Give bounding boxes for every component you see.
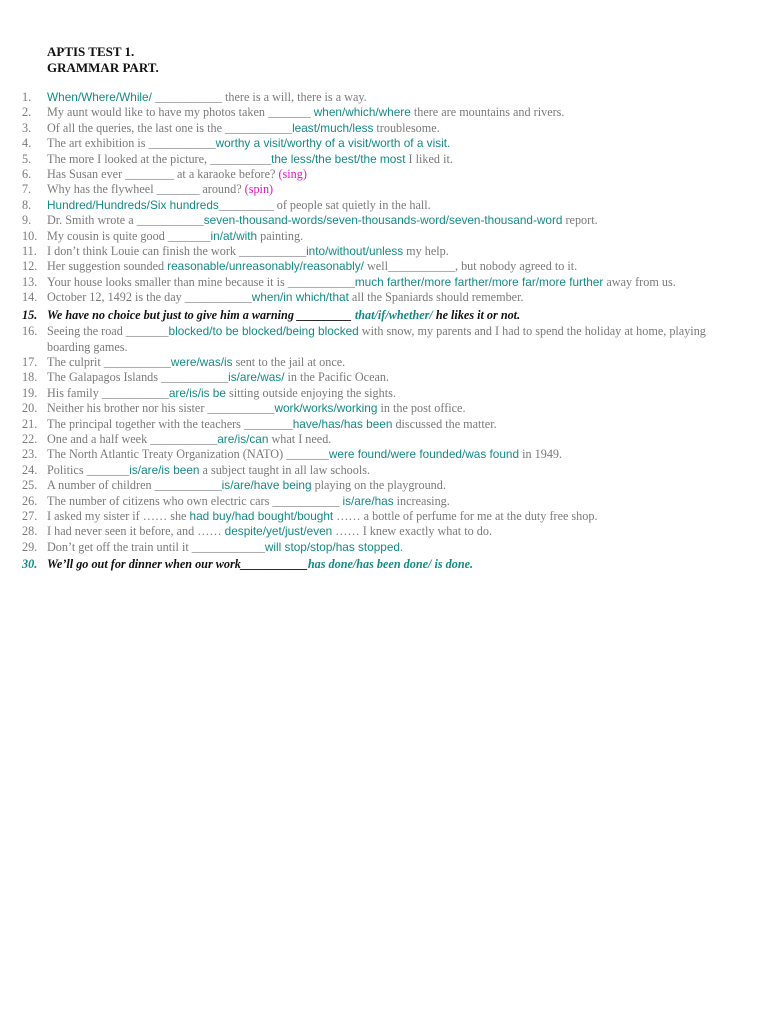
answer-options: is/are/was/ (228, 370, 285, 385)
question-text (47, 308, 722, 323)
question-item (22, 105, 722, 120)
question-fragment: The North Atlantic Treaty Organization (NATO) _______ (47, 447, 329, 462)
question-item (22, 324, 722, 355)
question-fragment: The principal together with the teachers ________ (47, 416, 293, 431)
question-fragment: troublesome. (373, 120, 440, 135)
answer-options: were found/were founded/was found (328, 447, 520, 462)
question-text (47, 540, 722, 555)
question-number: 20. (22, 401, 38, 416)
answer-options: have/has/has been (292, 416, 393, 431)
question-number: 23. (22, 447, 38, 462)
question-text (47, 557, 722, 572)
question-number: 24. (22, 462, 38, 477)
question-item (22, 275, 722, 290)
answer-options: despite/yet/just/even (224, 524, 333, 539)
question-number: 10. (22, 228, 38, 243)
question-fragment: The more I looked at the picture, __________ (47, 151, 272, 166)
answer-options: the less/the best/the most (271, 151, 406, 166)
question-fragment: in 1949. (519, 447, 563, 462)
answer-options: will stop/stop/has stopped (264, 539, 400, 554)
question-fragment: Neither his brother nor his sister ___________ (47, 401, 275, 416)
answer-options: were/was/is (170, 354, 233, 369)
question-item (22, 121, 722, 136)
question-fragment: I asked my sister if …… she (47, 508, 190, 523)
question-item (22, 90, 722, 105)
question-fragment: My aunt would like to have my photos taken _______ (47, 105, 314, 120)
question-fragment: well___________, but nobody agreed to it. (363, 259, 578, 274)
answer-options: seven-thousand-words/seven-thousands-word/seven-thousand-word (203, 213, 563, 228)
question-number: 6. (22, 167, 32, 182)
question-item (22, 478, 722, 493)
question-number: 17. (22, 354, 38, 369)
question-number: 29. (22, 539, 38, 554)
question-number: 3. (22, 120, 32, 135)
question-text (47, 290, 722, 305)
question-number: 14. (22, 290, 38, 305)
question-number: 8. (22, 197, 32, 212)
question-fragment: Of all the queries, the last one is the ___________ (47, 120, 293, 135)
question-number: 22. (22, 431, 38, 446)
question-number: 19. (22, 385, 38, 400)
question-text (47, 90, 722, 105)
question-fragment: His family ___________ (47, 385, 169, 400)
answer-options: into/without/unless (306, 244, 404, 259)
verb-hint: (spin) (244, 182, 274, 197)
question-number: 2. (22, 105, 32, 120)
question-item (22, 259, 722, 274)
question-fragment: sent to the jail at once. (232, 354, 346, 369)
question-fragment: playing on the playground. (311, 478, 446, 493)
question-item (22, 229, 722, 244)
question-fragment: sitting outside enjoying the sights. (225, 385, 396, 400)
question-item (22, 136, 722, 151)
answer-options: least/much/less (292, 120, 374, 135)
answer-options: are/is/is be (168, 385, 226, 400)
question-number: 1. (22, 90, 32, 104)
question-fragment: . (399, 539, 404, 554)
question-fragment: One and a half week ___________ (47, 431, 218, 446)
answer-options: reasonable/unreasonably/reasonably/ (167, 259, 364, 274)
question-fragment: …… a bottle of perfume for me at the duty free shop. (333, 508, 598, 523)
question-item (22, 182, 722, 197)
question-item (22, 290, 722, 305)
question-text (47, 324, 722, 355)
question-fragment: October 12, 1492 is the day ___________ (47, 290, 252, 305)
answer-options: are/is/can (217, 431, 269, 446)
question-item (22, 417, 722, 432)
question-number: 18. (22, 370, 38, 385)
verb-hint: (sing) (278, 167, 307, 182)
question-fragment: in the post office. (377, 401, 466, 416)
question-fragment: A number of children ___________ (47, 478, 222, 493)
question-item (22, 386, 722, 401)
question-number: 30. (22, 557, 38, 572)
answer-options: is/are/is been (129, 462, 200, 477)
question-item (22, 213, 722, 228)
question-item (22, 355, 722, 370)
question-item (22, 308, 722, 323)
answer-options: worthy a visit/worthy of a visit/worth of a visit. (215, 136, 451, 151)
question-fragment: The culprit ___________ (47, 354, 171, 369)
answer-options: much farther/more farther/more far/more further (354, 274, 604, 289)
answer-options: is/are/has (342, 493, 394, 508)
question-item (22, 557, 722, 572)
answer-options: work/works/working (274, 401, 378, 416)
question-number: 13. (22, 274, 38, 289)
section-title: GRAMMAR PART. (47, 60, 159, 75)
question-text (47, 167, 722, 182)
question-text (47, 386, 722, 401)
question-fragment: ___________ there is a will, there is a way. (151, 90, 367, 104)
question-fragment: report. (562, 213, 598, 228)
question-item (22, 447, 722, 462)
question-text (47, 509, 722, 524)
question-number: 12. (22, 259, 38, 274)
question-text (47, 524, 722, 539)
question-text (47, 494, 722, 509)
answer-options: in/at/with (210, 228, 258, 243)
question-text (47, 121, 722, 136)
question-number: 7. (22, 182, 32, 197)
question-number: 9. (22, 213, 32, 228)
document-header (47, 44, 159, 76)
question-item (22, 167, 722, 182)
answer-options: Hundred/Hundreds/Six hundreds (47, 197, 219, 212)
question-item (22, 494, 722, 509)
question-item (22, 370, 722, 385)
question-text (47, 105, 722, 120)
question-fragment: We’ll go out for dinner when our work___________ (47, 557, 308, 572)
question-fragment: Your house looks smaller than mine because it is ___________ (47, 274, 355, 289)
question-fragment: all the Spaniards should remember. (348, 290, 524, 305)
question-fragment: Has Susan ever ________ at a karaoke before? (47, 167, 279, 182)
answer-options: when/in which/that (251, 290, 349, 305)
question-text (47, 370, 722, 385)
question-text (47, 275, 722, 290)
question-fragment: Politics _______ (47, 462, 130, 477)
question-number: 5. (22, 151, 32, 166)
question-fragment: …… I knew exactly what to do. (332, 524, 492, 539)
question-fragment: The art exhibition is ___________ (47, 136, 216, 151)
question-text (47, 463, 722, 478)
question-number: 26. (22, 493, 38, 508)
question-number: 11. (22, 244, 37, 259)
answer-options: blocked/to be blocked/being blocked (168, 324, 359, 339)
question-text (47, 447, 722, 462)
question-text (47, 401, 722, 416)
question-item (22, 401, 722, 416)
question-item (22, 152, 722, 167)
question-number: 27. (22, 508, 38, 523)
question-list (22, 90, 722, 574)
question-number: 28. (22, 524, 38, 539)
question-fragment: My cousin is quite good _______ (47, 228, 211, 243)
answer-options: had buy/had bought/bought (189, 508, 334, 523)
question-fragment: a subject taught in all law schools. (199, 462, 371, 477)
question-item (22, 540, 722, 555)
question-text (47, 229, 722, 244)
question-number: 21. (22, 416, 38, 431)
question-fragment: Dr. Smith wrote a ___________ (47, 213, 204, 228)
question-fragment: my help. (403, 244, 449, 259)
question-text (47, 136, 722, 151)
question-item (22, 244, 722, 259)
question-number: 15. (22, 307, 38, 322)
question-text (47, 244, 722, 259)
question-text (47, 152, 722, 167)
question-fragment: Don’t get off the train until it ____________ (47, 539, 265, 554)
question-fragment: away from us. (603, 274, 676, 289)
question-item (22, 524, 722, 539)
question-fragment: increasing. (393, 493, 450, 508)
answer-options: is/are/have being (221, 478, 312, 493)
question-number: 25. (22, 478, 38, 493)
question-text (47, 259, 722, 274)
question-fragment: We have no choice but just to give him a warning _________ (47, 307, 355, 322)
question-fragment: with snow, my parents and I had to spend the holiday at home, playing boarding games. (47, 324, 706, 354)
question-fragment: there are mountains and rivers. (410, 105, 565, 120)
question-item (22, 198, 722, 213)
question-fragment: Her suggestion sounded (47, 259, 168, 274)
question-fragment: Why has the flywheel _______ around? (47, 182, 245, 197)
question-text (47, 417, 722, 432)
answer-options: that/if/whether/ (354, 307, 433, 322)
question-number: 16. (22, 324, 38, 339)
answer-options: has done/has been done/ is done. (307, 557, 474, 572)
question-number: 4. (22, 136, 32, 151)
question-fragment: what I need. (268, 431, 332, 446)
question-fragment: painting. (257, 228, 304, 243)
question-fragment: discussed the matter. (392, 416, 497, 431)
question-text (47, 213, 722, 228)
question-fragment: I had never seen it before, and …… (47, 524, 225, 539)
answer-options: When/Where/While/ (47, 90, 152, 104)
question-fragment: _________ of people sat quietly in the hall. (218, 197, 431, 212)
question-item (22, 463, 722, 478)
question-text (47, 182, 722, 197)
question-fragment: in the Pacific Ocean. (284, 370, 390, 385)
question-text (47, 355, 722, 370)
answer-options: when/which/where (313, 105, 411, 120)
question-text (47, 198, 722, 213)
question-fragment: The number of citizens who own electric cars ___________ (47, 493, 343, 508)
question-fragment: I liked it. (405, 151, 453, 166)
question-fragment: Seeing the road _______ (47, 324, 169, 339)
document-title: APTIS TEST 1. (47, 44, 135, 59)
question-text (47, 432, 722, 447)
question-item (22, 509, 722, 524)
question-item (22, 432, 722, 447)
question-fragment: The Galapagos Islands ___________ (47, 370, 229, 385)
question-text (47, 478, 722, 493)
question-fragment: he likes it or not. (432, 307, 521, 322)
question-fragment: I don’t think Louie can finish the work ___________ (47, 244, 307, 259)
